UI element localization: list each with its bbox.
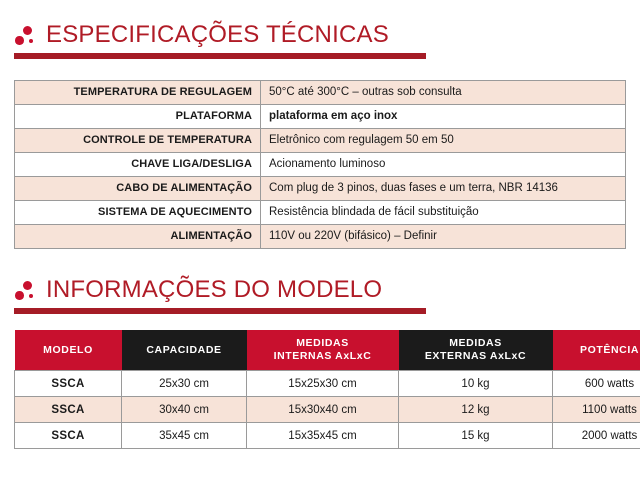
table-row xyxy=(15,201,626,225)
cell-medidas-externas: 10 kg xyxy=(399,371,553,397)
spec-value: 110V ou 220V (bifásico) – Definir xyxy=(261,225,626,249)
column-header-capacidade: CAPACIDADE xyxy=(122,330,247,371)
header-line-2: EXTERNAS AxLxC xyxy=(424,350,527,362)
spec-label: PLATAFORMA xyxy=(15,105,261,129)
three-dots-icon xyxy=(14,277,40,303)
section-header-model-information xyxy=(14,275,426,314)
cell-potencia: 1100 watts xyxy=(553,397,640,423)
section-title-specifications: ESPECIFICAÇÕES TÉCNICAS xyxy=(46,21,389,48)
three-dots-icon xyxy=(14,22,40,48)
section-header-row xyxy=(14,275,426,305)
cell-capacidade: 35x45 cm xyxy=(122,423,247,449)
spec-label: CONTROLE DE TEMPERATURA xyxy=(15,129,261,153)
cell-potencia: 2000 watts xyxy=(553,423,640,449)
cell-capacidade: 25x30 cm xyxy=(122,371,247,397)
spec-value: Acionamento luminoso xyxy=(261,153,626,177)
cell-potencia: 600 watts xyxy=(553,371,640,397)
spec-value: Resistência blindada de fácil substituição xyxy=(261,201,626,225)
header-line-2: INTERNAS AxLxC xyxy=(273,350,372,362)
table-row xyxy=(15,371,640,397)
table-row xyxy=(15,81,626,105)
table-row xyxy=(15,129,626,153)
specifications-table xyxy=(14,80,626,249)
cell-modelo: SSCA xyxy=(15,423,122,449)
section-underline-bar xyxy=(14,308,426,314)
column-header-medidas-externas xyxy=(399,330,553,371)
table-header-row xyxy=(15,330,640,371)
column-header-modelo: MODELO xyxy=(15,330,122,371)
spec-label: ALIMENTAÇÃO xyxy=(15,225,261,249)
column-header-medidas-internas xyxy=(247,330,399,371)
cell-modelo: SSCA xyxy=(15,371,122,397)
cell-medidas-externas: 15 kg xyxy=(399,423,553,449)
spec-label: TEMPERATURA DE REGULAGEM xyxy=(15,81,261,105)
table-row xyxy=(15,225,626,249)
table-row xyxy=(15,153,626,177)
cell-medidas-internas: 15x30x40 cm xyxy=(247,397,399,423)
model-information-table xyxy=(14,330,640,449)
section-title-model-information: INFORMAÇÕES DO MODELO xyxy=(46,276,383,303)
cell-medidas-internas: 15x25x30 cm xyxy=(247,371,399,397)
spec-label: CABO DE ALIMENTAÇÃO xyxy=(15,177,261,201)
spec-value: Eletrônico com regulagem 50 em 50 xyxy=(261,129,626,153)
cell-medidas-externas: 12 kg xyxy=(399,397,553,423)
spec-value: 50°C até 300°C – outras sob consulta xyxy=(261,81,626,105)
section-header-specifications xyxy=(14,20,426,59)
cell-medidas-internas: 15x35x45 cm xyxy=(247,423,399,449)
spec-value: Com plug de 3 pinos, duas fases e um terra, NBR 14136 xyxy=(261,177,626,201)
section-underline-bar xyxy=(14,53,426,59)
table-row xyxy=(15,105,626,129)
cell-modelo: SSCA xyxy=(15,397,122,423)
header-line-1: MEDIDAS xyxy=(449,337,502,349)
spec-value: plataforma em aço inox xyxy=(261,105,626,129)
spec-label: SISTEMA DE AQUECIMENTO xyxy=(15,201,261,225)
spec-label: CHAVE LIGA/DESLIGA xyxy=(15,153,261,177)
section-header-row xyxy=(14,20,426,50)
cell-capacidade: 30x40 cm xyxy=(122,397,247,423)
column-header-potencia: POTÊNCIA xyxy=(553,330,640,371)
header-line-1: MEDIDAS xyxy=(296,337,349,349)
table-row xyxy=(15,177,626,201)
table-row xyxy=(15,397,640,423)
table-row xyxy=(15,423,640,449)
